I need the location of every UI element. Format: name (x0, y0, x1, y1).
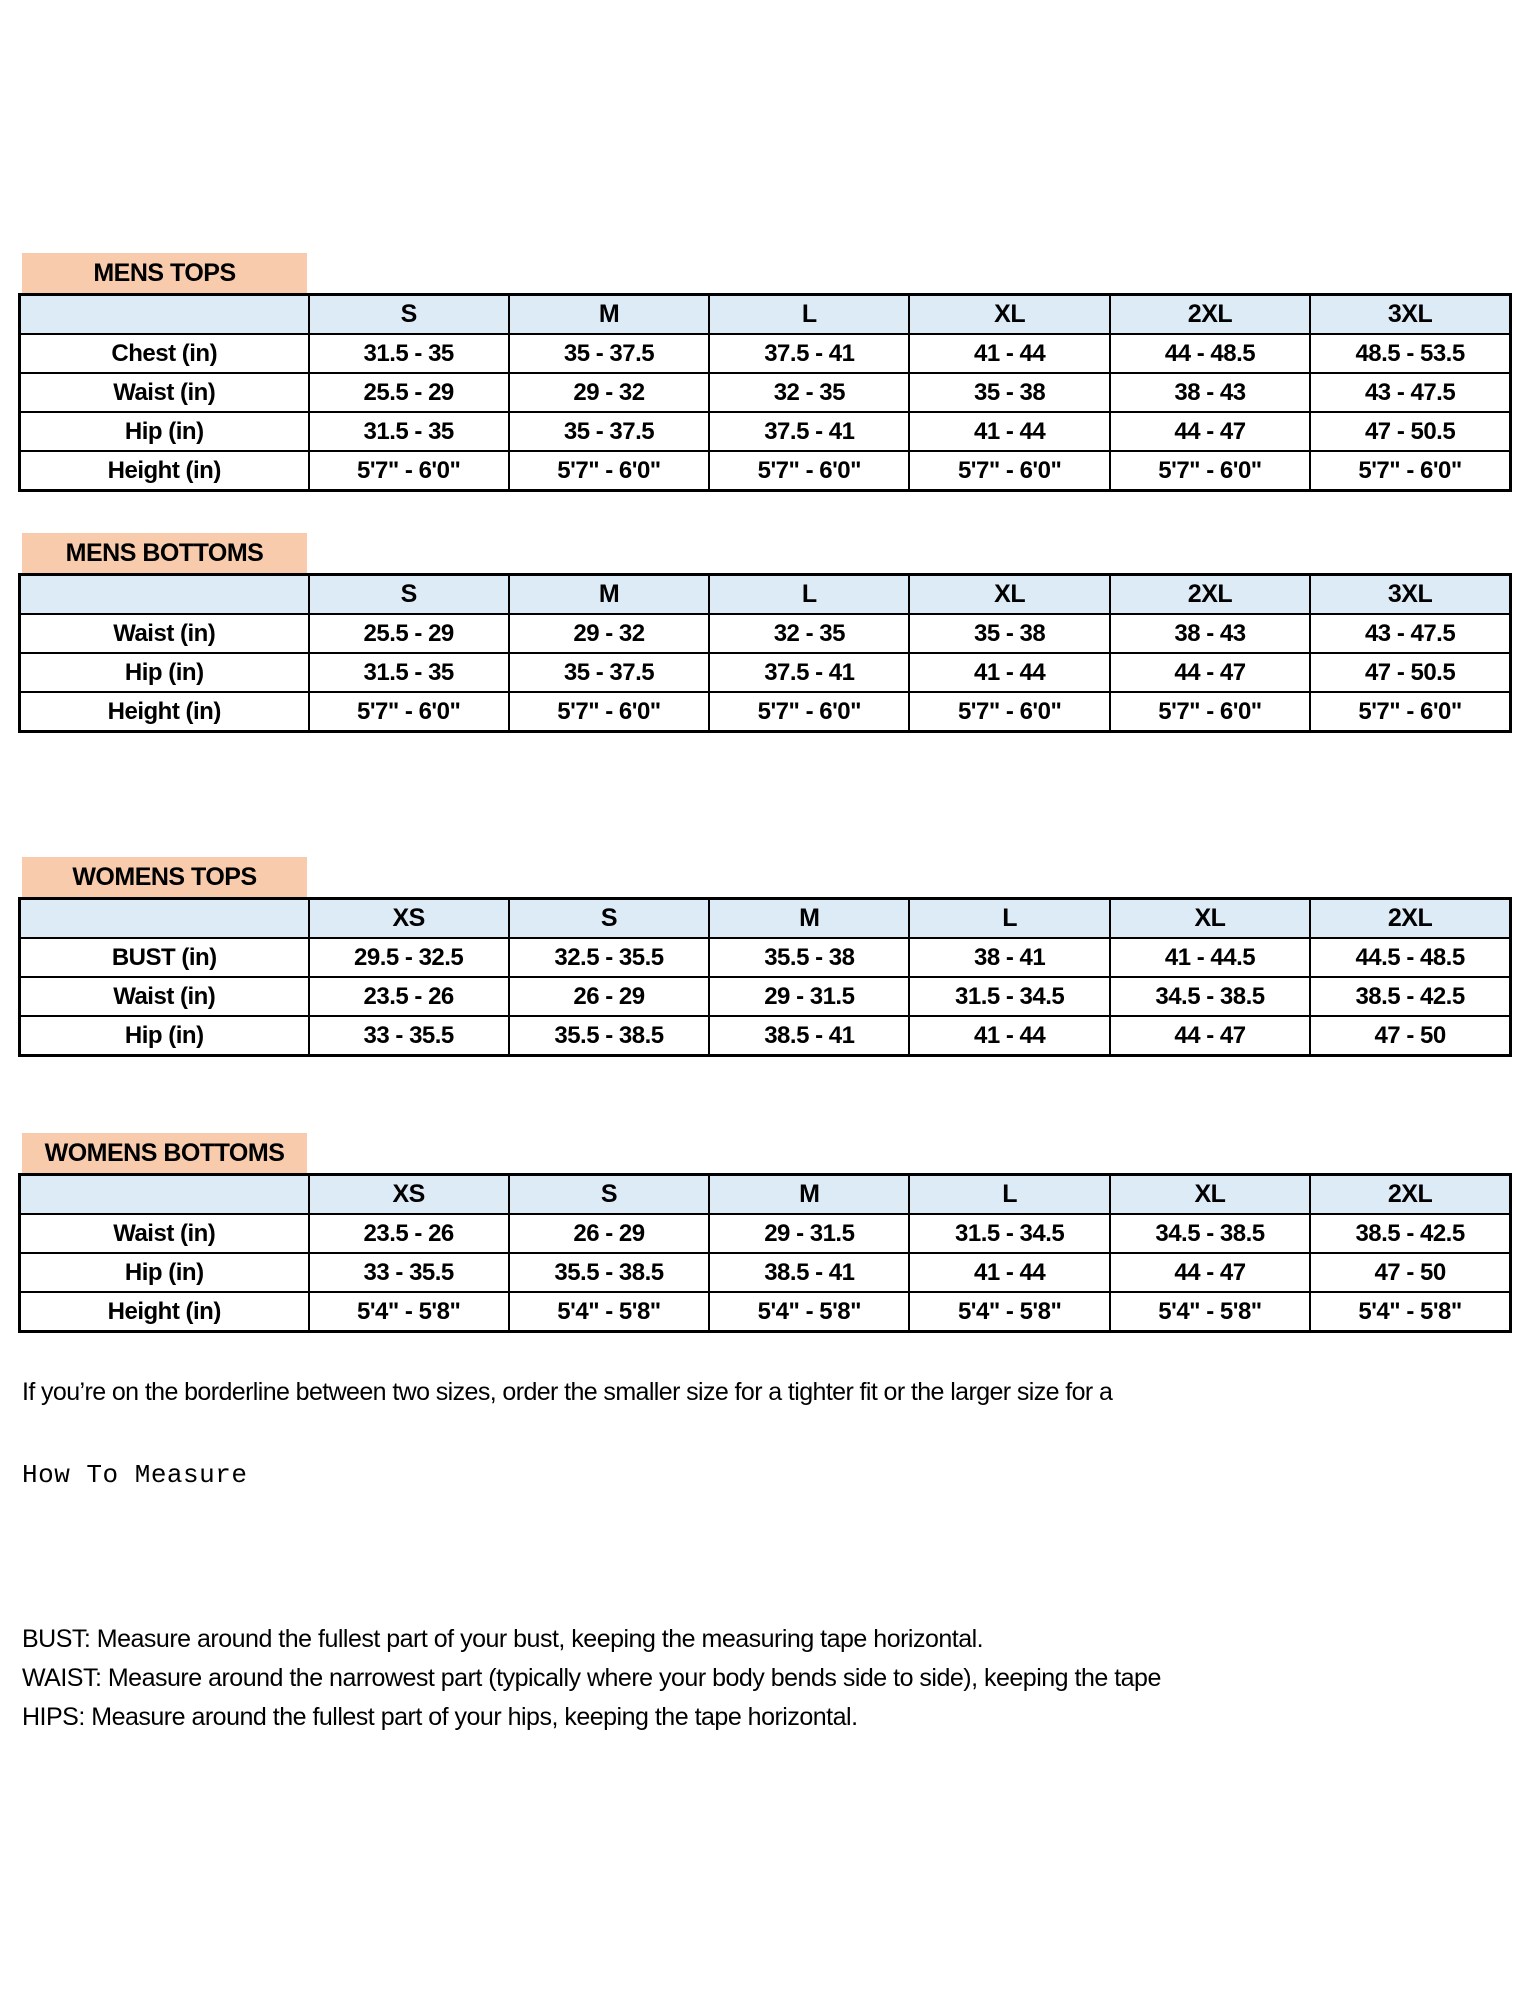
size-range-cell: 35 - 37.5 (509, 412, 709, 451)
size-range-cell: 38 - 43 (1110, 373, 1310, 412)
size-range-cell: 32.5 - 35.5 (509, 938, 709, 977)
size-column-header: 2XL (1110, 575, 1310, 615)
size-range-cell: 41 - 44 (909, 412, 1109, 451)
size-column-header: XL (909, 575, 1109, 615)
size-column-header: L (709, 575, 909, 615)
size-range-cell: 38.5 - 41 (709, 1253, 909, 1292)
measurement-row (20, 373, 1511, 412)
size-column-header: S (509, 1175, 709, 1215)
size-column-header: XL (909, 295, 1109, 335)
size-range-cell: 5'7" - 6'0" (709, 692, 909, 732)
corner-cell (20, 575, 309, 615)
size-range-cell: 5'7" - 6'0" (909, 692, 1109, 732)
measurement-row (20, 692, 1511, 732)
measurement-row-label: Hip (in) (20, 412, 309, 451)
size-range-cell: 33 - 35.5 (309, 1253, 509, 1292)
size-range-cell: 38 - 43 (1110, 614, 1310, 653)
size-column-header: 3XL (1310, 575, 1510, 615)
measurement-row-label: Waist (in) (20, 373, 309, 412)
size-column-header: M (709, 1175, 909, 1215)
size-range-cell: 35.5 - 38.5 (509, 1016, 709, 1056)
size-column-header: M (709, 899, 909, 939)
size-column-header: XS (309, 899, 509, 939)
size-range-cell: 35.5 - 38.5 (509, 1253, 709, 1292)
size-header-row (20, 295, 1511, 335)
size-range-cell: 38.5 - 42.5 (1310, 977, 1510, 1016)
measurement-row-label: Chest (in) (20, 334, 309, 373)
size-range-cell: 34.5 - 38.5 (1110, 977, 1310, 1016)
section-mens-bottoms (18, 533, 1512, 733)
size-range-cell: 41 - 44 (909, 1253, 1109, 1292)
size-range-cell: 5'4" - 5'8" (1310, 1292, 1510, 1332)
measure-instructions (22, 1620, 1512, 1737)
size-range-cell: 41 - 44.5 (1110, 938, 1310, 977)
how-to-measure-heading: How To Measure (22, 1460, 248, 1490)
section-womens-tops (18, 857, 1512, 1057)
measurement-row (20, 451, 1511, 491)
size-range-cell: 37.5 - 41 (709, 653, 909, 692)
size-range-cell: 34.5 - 38.5 (1110, 1214, 1310, 1253)
size-range-cell: 5'7" - 6'0" (309, 692, 509, 732)
measurement-row (20, 977, 1511, 1016)
section-label-mens-bottoms: MENS BOTTOMS (22, 533, 307, 573)
size-range-cell: 47 - 50 (1310, 1253, 1510, 1292)
size-range-cell: 5'7" - 6'0" (509, 692, 709, 732)
size-range-cell: 44 - 47 (1110, 653, 1310, 692)
measurement-row-label: Height (in) (20, 1292, 309, 1332)
size-range-cell: 35 - 37.5 (509, 653, 709, 692)
measurement-row-label: BUST (in) (20, 938, 309, 977)
measurement-row (20, 614, 1511, 653)
size-range-cell: 5'7" - 6'0" (909, 451, 1109, 491)
measurement-row (20, 653, 1511, 692)
size-column-header: XL (1110, 1175, 1310, 1215)
size-range-cell: 5'7" - 6'0" (509, 451, 709, 491)
size-column-header: 3XL (1310, 295, 1510, 335)
size-range-cell: 5'4" - 5'8" (909, 1292, 1109, 1332)
borderline-note: If you’re on the borderline between two sizes, order the smaller size for a tighter fit or the larger size for a (22, 1378, 1113, 1406)
section-mens-tops (18, 253, 1512, 492)
section-label-womens-tops: WOMENS TOPS (22, 857, 307, 897)
measurement-row-label: Hip (in) (20, 1253, 309, 1292)
size-range-cell: 41 - 44 (909, 334, 1109, 373)
size-range-cell: 25.5 - 29 (309, 373, 509, 412)
measurement-row (20, 412, 1511, 451)
size-column-header: L (709, 295, 909, 335)
size-range-cell: 41 - 44 (909, 1016, 1109, 1056)
measurement-row (20, 334, 1511, 373)
measurement-row-label: Waist (in) (20, 614, 309, 653)
size-range-cell: 23.5 - 26 (309, 977, 509, 1016)
size-range-cell: 23.5 - 26 (309, 1214, 509, 1253)
size-column-header: S (309, 575, 509, 615)
size-header-row (20, 575, 1511, 615)
size-range-cell: 44 - 48.5 (1110, 334, 1310, 373)
bust-instruction: BUST: Measure around the fullest part of your bust, keeping the measuring tape horizontal. (22, 1625, 984, 1653)
size-range-cell: 44.5 - 48.5 (1310, 938, 1510, 977)
corner-cell (20, 295, 309, 335)
size-range-cell: 41 - 44 (909, 653, 1109, 692)
size-range-cell: 38.5 - 42.5 (1310, 1214, 1510, 1253)
mens-tops-table (18, 293, 1512, 492)
size-header-row (20, 899, 1511, 939)
measurement-row-label: Waist (in) (20, 977, 309, 1016)
size-range-cell: 35 - 38 (909, 614, 1109, 653)
size-range-cell: 26 - 29 (509, 1214, 709, 1253)
size-range-cell: 35 - 38 (909, 373, 1109, 412)
size-range-cell: 44 - 47 (1110, 412, 1310, 451)
size-range-cell: 31.5 - 34.5 (909, 977, 1109, 1016)
size-range-cell: 29 - 31.5 (709, 977, 909, 1016)
section-womens-bottoms (18, 1133, 1512, 1333)
size-range-cell: 5'7" - 6'0" (1310, 692, 1510, 732)
measurement-row-label: Height (in) (20, 692, 309, 732)
size-range-cell: 5'4" - 5'8" (509, 1292, 709, 1332)
size-range-cell: 35 - 37.5 (509, 334, 709, 373)
size-column-header: 2XL (1110, 295, 1310, 335)
section-label-womens-bottoms: WOMENS BOTTOMS (22, 1133, 307, 1173)
section-label-mens-tops: MENS TOPS (22, 253, 307, 293)
size-range-cell: 43 - 47.5 (1310, 614, 1510, 653)
size-range-cell: 29 - 32 (509, 614, 709, 653)
size-column-header: XL (1110, 899, 1310, 939)
size-range-cell: 31.5 - 34.5 (909, 1214, 1109, 1253)
size-range-cell: 5'4" - 5'8" (709, 1292, 909, 1332)
size-range-cell: 5'7" - 6'0" (1310, 451, 1510, 491)
size-range-cell: 37.5 - 41 (709, 334, 909, 373)
size-column-header: 2XL (1310, 1175, 1510, 1215)
size-range-cell: 29 - 32 (509, 373, 709, 412)
size-range-cell: 47 - 50.5 (1310, 412, 1510, 451)
size-range-cell: 47 - 50.5 (1310, 653, 1510, 692)
corner-cell (20, 899, 309, 939)
size-column-header: S (309, 295, 509, 335)
size-column-header: L (909, 899, 1109, 939)
size-range-cell: 33 - 35.5 (309, 1016, 509, 1056)
size-column-header: S (509, 899, 709, 939)
size-column-header: L (909, 1175, 1109, 1215)
size-range-cell: 31.5 - 35 (309, 412, 509, 451)
size-range-cell: 5'7" - 6'0" (709, 451, 909, 491)
measurement-row-label: Height (in) (20, 451, 309, 491)
womens-bottoms-table (18, 1173, 1512, 1333)
size-range-cell: 32 - 35 (709, 373, 909, 412)
size-range-cell: 5'7" - 6'0" (309, 451, 509, 491)
size-column-header: XS (309, 1175, 509, 1215)
size-range-cell: 25.5 - 29 (309, 614, 509, 653)
size-range-cell: 29 - 31.5 (709, 1214, 909, 1253)
measurement-row (20, 1253, 1511, 1292)
size-range-cell: 44 - 47 (1110, 1253, 1310, 1292)
size-range-cell: 26 - 29 (509, 977, 709, 1016)
size-range-cell: 5'7" - 6'0" (1110, 692, 1310, 732)
size-column-header: 2XL (1310, 899, 1510, 939)
size-range-cell: 31.5 - 35 (309, 653, 509, 692)
womens-tops-table (18, 897, 1512, 1057)
measurement-row (20, 1016, 1511, 1056)
measurement-row (20, 1214, 1511, 1253)
size-header-row (20, 1175, 1511, 1215)
size-range-cell: 32 - 35 (709, 614, 909, 653)
measurement-row (20, 938, 1511, 977)
size-range-cell: 44 - 47 (1110, 1016, 1310, 1056)
size-range-cell: 48.5 - 53.5 (1310, 334, 1510, 373)
measurement-row-label: Waist (in) (20, 1214, 309, 1253)
size-range-cell: 29.5 - 32.5 (309, 938, 509, 977)
size-range-cell: 43 - 47.5 (1310, 373, 1510, 412)
hips-instruction: HIPS: Measure around the fullest part of your hips, keeping the tape horizontal. (22, 1703, 858, 1731)
mens-bottoms-table (18, 573, 1512, 733)
size-range-cell: 5'7" - 6'0" (1110, 451, 1310, 491)
waist-instruction: WAIST: Measure around the narrowest part (typically where your body bends side to side), keeping the tape (22, 1664, 1161, 1692)
size-range-cell: 47 - 50 (1310, 1016, 1510, 1056)
measurement-row-label: Hip (in) (20, 653, 309, 692)
size-range-cell: 37.5 - 41 (709, 412, 909, 451)
size-range-cell: 31.5 - 35 (309, 334, 509, 373)
size-range-cell: 5'4" - 5'8" (309, 1292, 509, 1332)
size-column-header: M (509, 575, 709, 615)
corner-cell (20, 1175, 309, 1215)
size-range-cell: 38.5 - 41 (709, 1016, 909, 1056)
size-column-header: M (509, 295, 709, 335)
size-range-cell: 35.5 - 38 (709, 938, 909, 977)
measurement-row-label: Hip (in) (20, 1016, 309, 1056)
size-range-cell: 5'4" - 5'8" (1110, 1292, 1310, 1332)
measurement-row (20, 1292, 1511, 1332)
size-range-cell: 38 - 41 (909, 938, 1109, 977)
